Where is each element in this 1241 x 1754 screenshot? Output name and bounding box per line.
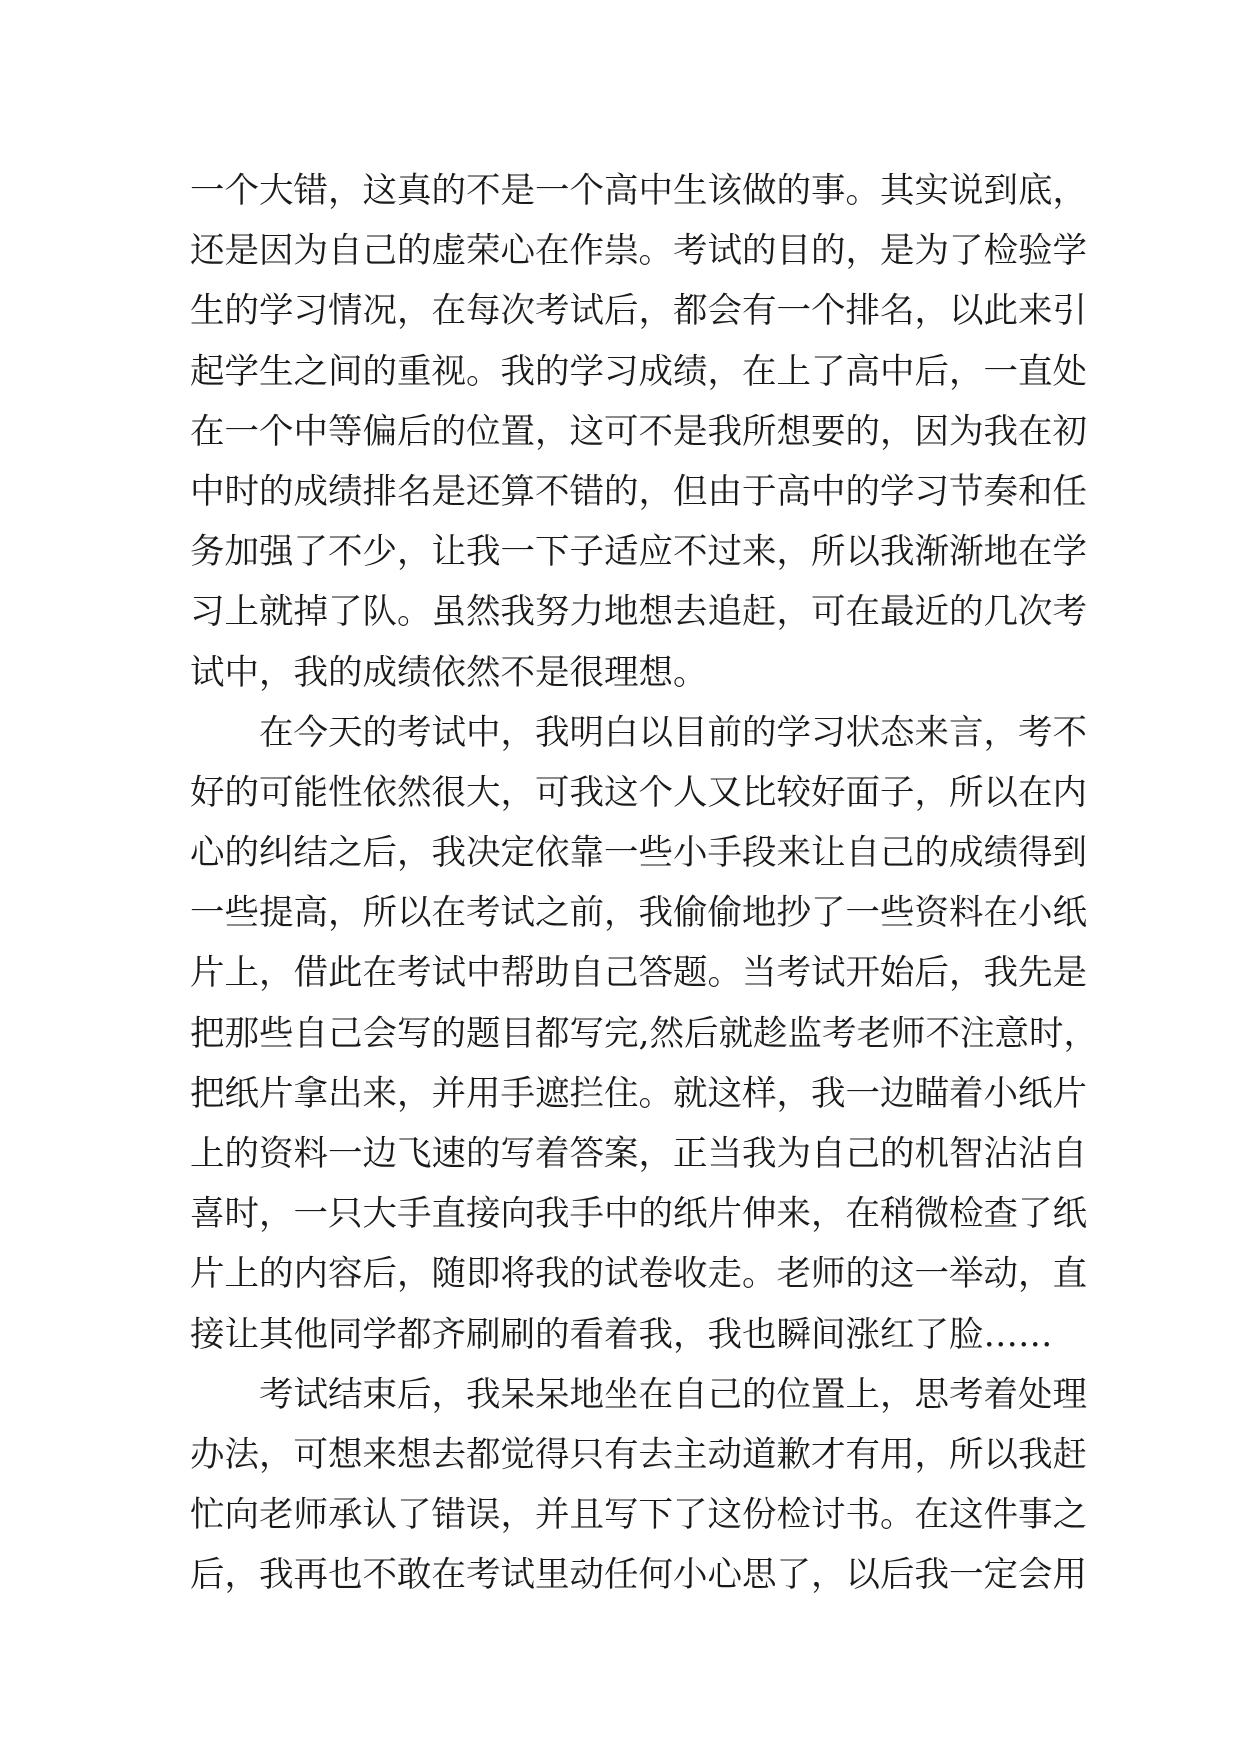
text-line: 忙向老师承认了错误，并且写下了这份检讨书。在这件事之	[190, 1495, 1087, 1536]
text-line: 喜时，一只大手直接向我手中的纸片伸来，在稍微检查了纸	[190, 1194, 1087, 1235]
text-line: 后，我再也不敢在考试里动任何小心思了，以后我一定会用	[190, 1555, 1087, 1596]
text-line: 在今天的考试中，我明白以目前的学习状态来言，考不	[259, 712, 1087, 753]
text-line: 习上就掉了队。虽然我努力地想去追赶，可在最近的几次考	[190, 592, 1087, 633]
text-line: 一个大错，这真的不是一个高中生该做的事。其实说到底，	[190, 171, 1087, 211]
text-line: 考试结束后，我呆呆地坐在自己的位置上，思考着处理	[259, 1374, 1087, 1415]
text-line: 心的纠结之后，我决定依靠一些小手段来让自己的成绩得到	[190, 833, 1087, 874]
text-line: 把那些自己会写的题目都写完,然后就趁监考老师不注意时，	[190, 1013, 1098, 1054]
text-line: 上的资料一边飞速的写着答案，正当我为自己的机智沾沾自	[190, 1134, 1087, 1174]
text-line: 把纸片拿出来，并用手遮拦住。就这样，我一边瞄着小纸片	[190, 1073, 1087, 1114]
text-line: 一些提高，所以在考试之前，我偷偷地抄了一些资料在小纸	[190, 893, 1087, 934]
text-line: 起学生之间的重视。我的学习成绩，在上了高中后，一直处	[190, 351, 1087, 392]
text-line: 接让其他同学都齐刷刷的看着我，我也瞬间涨红了脸……	[190, 1314, 1053, 1355]
text-line: 试中，我的成绩依然不是很理想。	[190, 652, 708, 693]
text-line: 片上，借此在考试中帮助自己答题。当考试开始后，我先是	[190, 953, 1087, 994]
text-line: 好的可能性依然很大，可我这个人又比较好面子，所以在内	[190, 772, 1087, 813]
document-body	[190, 161, 1098, 1606]
text-line: 办法，可想来想去都觉得只有去主动道歉才有用，所以我赶	[190, 1434, 1087, 1475]
text-line: 还是因为自己的虚荣心在作祟。考试的目的，是为了检验学	[190, 231, 1087, 272]
text-line: 在一个中等偏后的位置，这可不是我所想要的，因为我在初	[190, 411, 1087, 452]
text-line: 片上的内容后，随即将我的试卷收走。老师的这一举动，直	[190, 1254, 1087, 1295]
text-line: 生的学习情况，在每次考试后，都会有一个排名，以此来引	[190, 291, 1087, 332]
text-line: 务加强了不少，让我一下子适应不过来，所以我渐渐地在学	[190, 532, 1087, 573]
text-line: 中时的成绩排名是还算不错的，但由于高中的学习节奏和任	[190, 471, 1087, 512]
